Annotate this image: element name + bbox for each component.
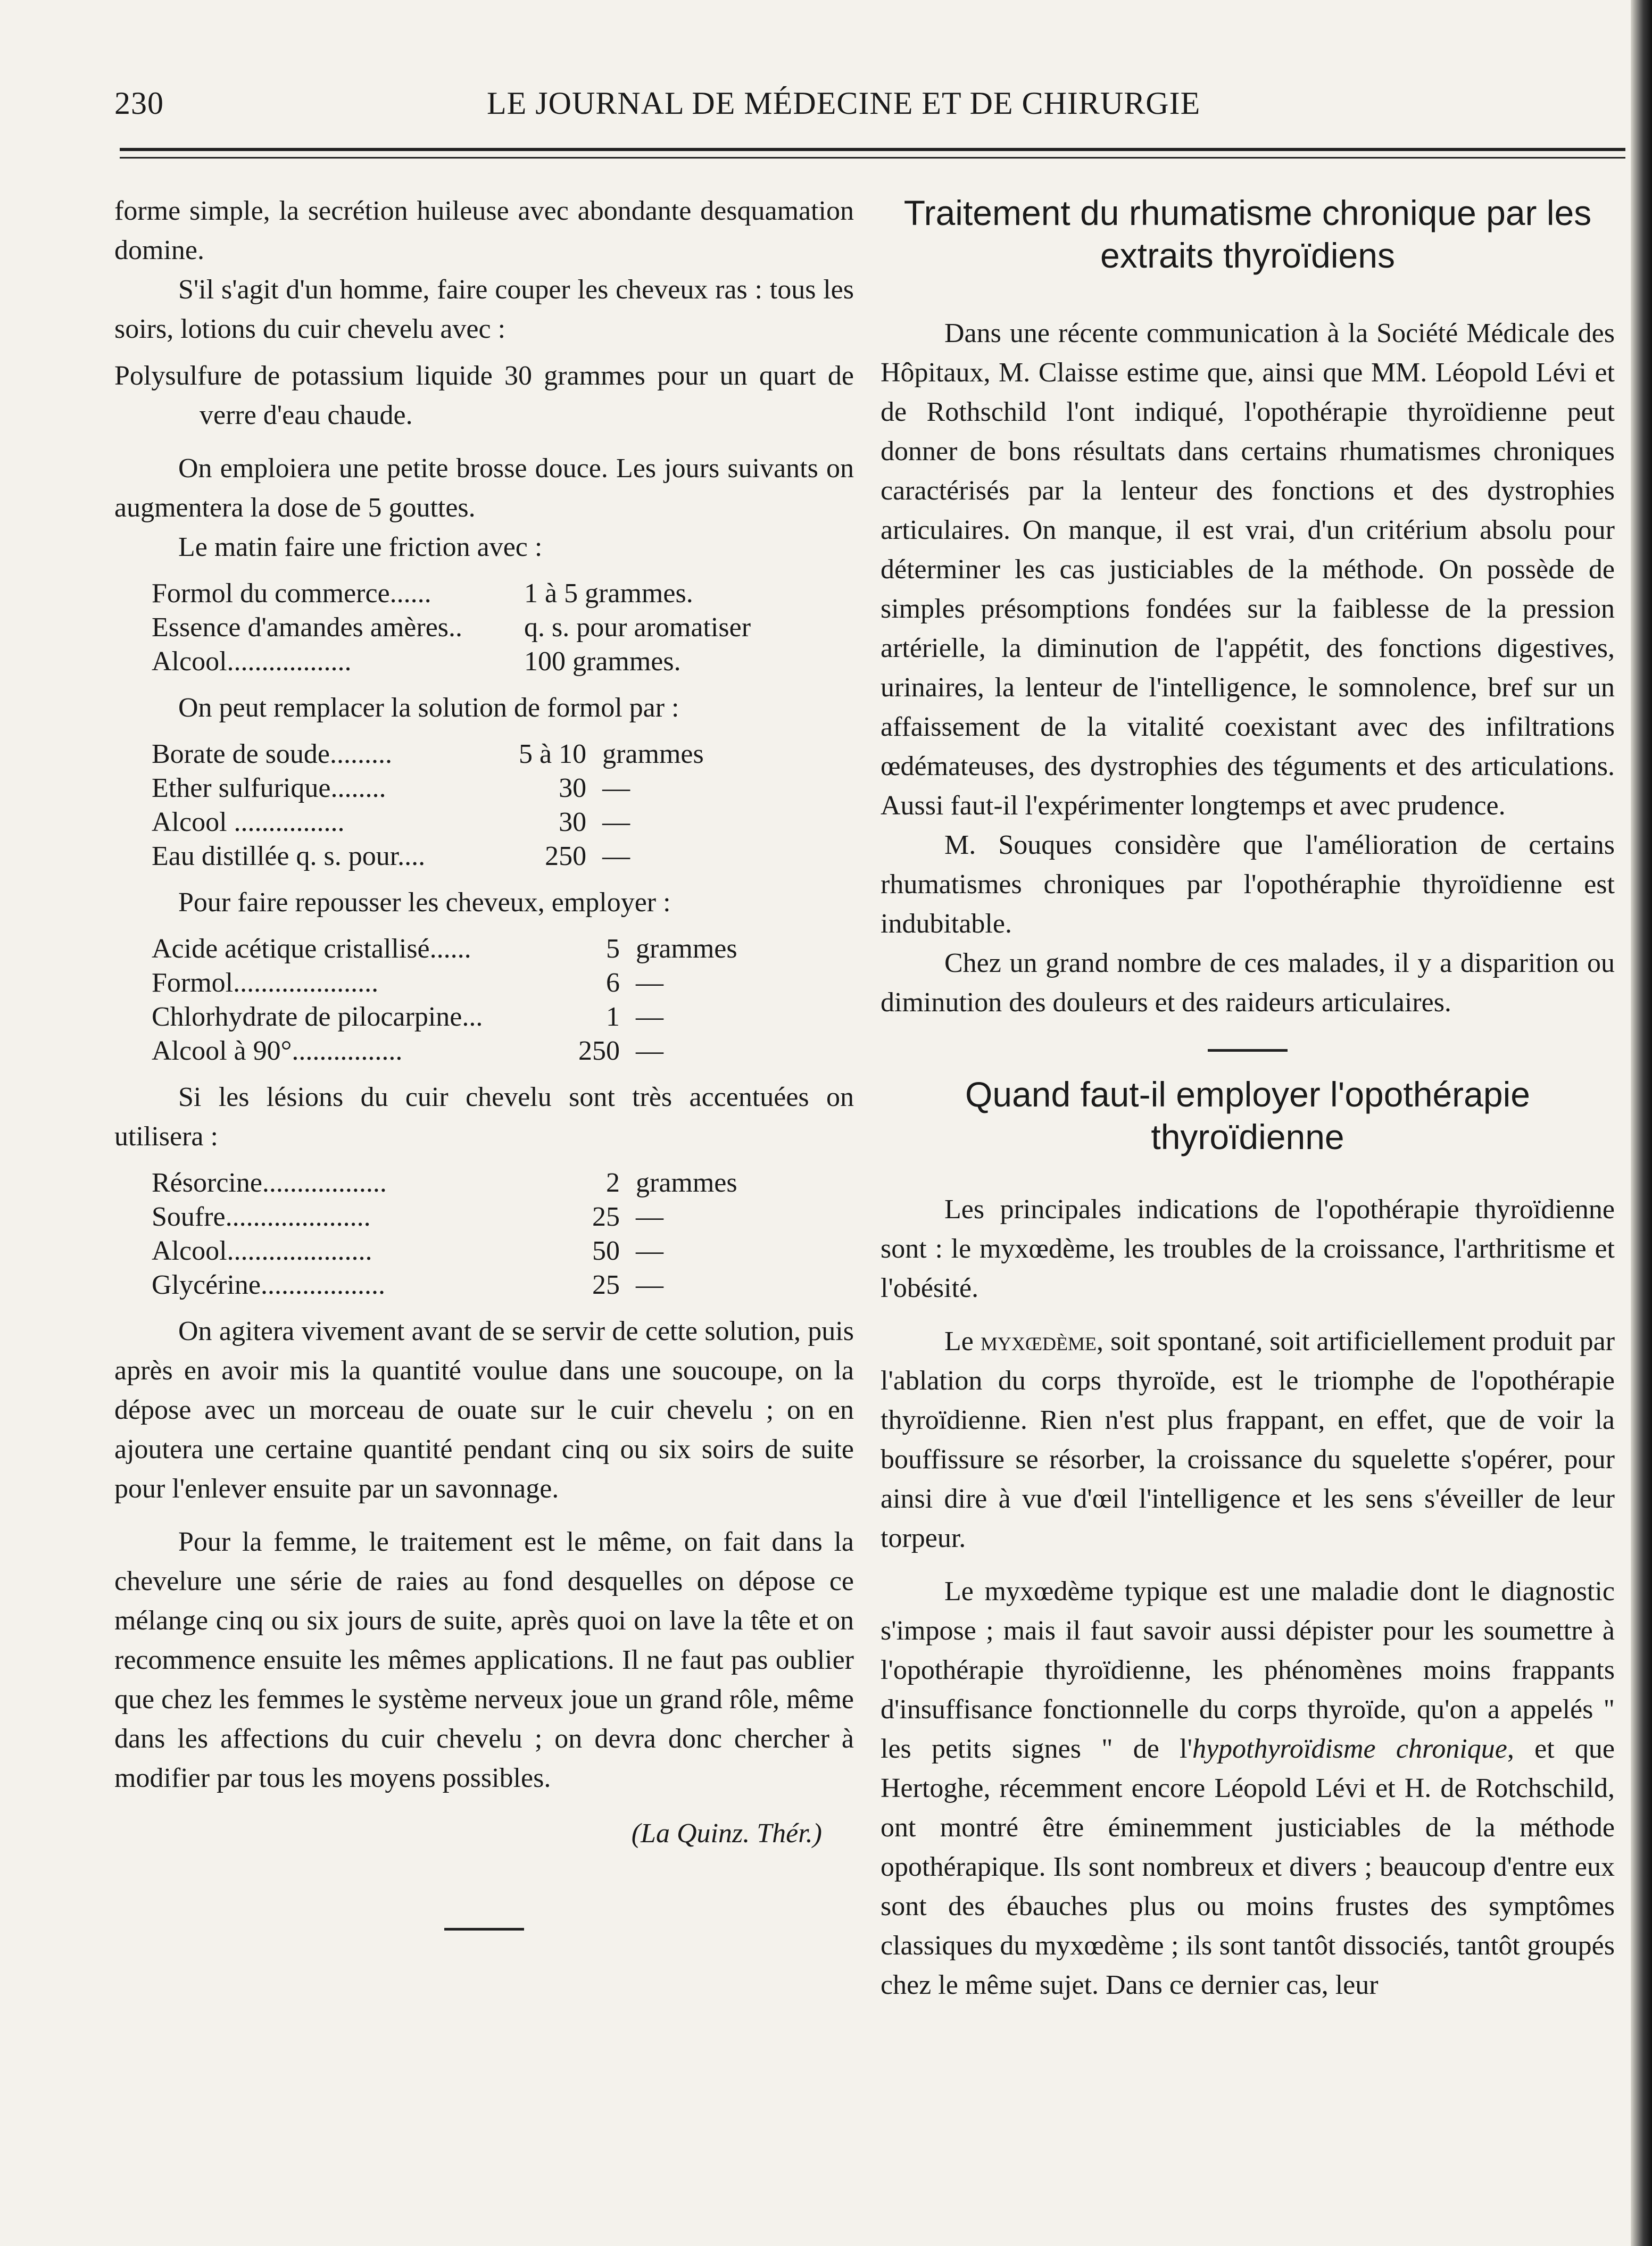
recipe-pilocarpine [152, 932, 795, 1068]
recipe-row: Formol du commerce...... 1 à 5 grammes. [152, 578, 693, 609]
paragraph: Le matin faire une friction avec : [178, 532, 543, 562]
recipe-resorcine [152, 1166, 795, 1302]
recipe-row: Formol..................... 6 — [152, 968, 663, 998]
italic-term: hypothyroïdisme chronique [1192, 1734, 1507, 1764]
section-separator [444, 1928, 524, 1931]
page-edge-shadow [1631, 0, 1652, 2246]
recipe-row: Alcool à 90°................ 250 — [152, 1036, 663, 1066]
paragraph: Polysulfure de potassium liquide 30 grammes pour un quart de verre d'eau chaude. [114, 361, 854, 430]
article-title-opotherapie: Quand faut-il employer l'opothérapie thyroïdienne [965, 1075, 1530, 1157]
recipe-row: Résorcine.................. 2 grammes [152, 1168, 737, 1198]
recipe-row: Eau distillée q. s. pour.... 250 — [152, 841, 630, 871]
source-citation: (La Quinz. Thér.) [631, 1818, 822, 1849]
paragraph: M. Souques considère que l'amélioration de certains rhumatismes chroniques par l'opothéraphie thyroïdienne est indubitable. [881, 830, 1615, 939]
paragraph: Dans une récente communication à la Société Médicale des Hôpitaux, M. Claisse estime que, ainsi que MM. Léopold Lévi et de Rothschild l'ont indiqué, l'opothérapie thyroïdienne peut donner de bons résultats dans certains rhumatismes chroniques caractérisés par la lenteur des fonctions et des dystrophies articulaires. On manque, il est vrai, d'un critérium absolu pour déterminer les cas justiciables de la méthode. On possède de simples présomptions fondées sur la faiblesse de la pression artérielle, la diminution de l'appétit, des fonctions digestives, urinaires, la lenteur de l'intelligence, le somnolence, bref sur un affaissement de la vitalité coexistant avec des infiltrations œdémateuses, des dystrophies des téguments et des articulations. Aussi faut-il l'expérimenter longtemps et avec prudence. [881, 318, 1615, 821]
small-caps-term: myxœdème [980, 1326, 1097, 1357]
recipe-row: Essence d'amandes amères.. q. s. pour aromatiser [152, 612, 751, 643]
paragraph: Pour la femme, le traitement est le même, on fait dans la chevelure une série de raies au fond desquelles on dépose ce mélange cinq ou six jours de suite, après quoi on lave la tête et on recommence ensuite les mêmes applications. Il ne faut pas oublier que chez les femmes le système nerveux joue un grand rôle, même dans les affections du cuir chevelu ; on devra donc chercher à modifier par tous les moyens possibles. [114, 1527, 854, 1793]
left-column [114, 192, 854, 1931]
paragraph: Pour faire repousser les cheveux, employer : [178, 887, 671, 918]
recipe-row: Soufre..................... 25 — [152, 1202, 663, 1232]
paragraph: Les principales indications de l'opothérapie thyroïdienne sont : le myxœdème, les troubles de la croissance, l'arthritisme et l'obésité. [881, 1194, 1615, 1303]
right-column [881, 192, 1615, 2005]
recipe-row: Acide acétique cristallisé...... 5 grammes [152, 934, 737, 964]
paragraph: Le myxœdème typique est une maladie dont le diagnostic s'impose ; mais il faut savoir aussi dépister pour les soumettre à l'opothérapie thyroïdienne, les phénomènes moins frappants d'insuffisance fonctionnelle du corps thyroïde, qu'on a appelés " les petits signes " de l'hypothyroïdisme chronique, et que Hertoghe, récemment encore Léopold Lévi et H. de Rotchschild, ont montré être éminemment justiciables de la méthode opothérapique. Ils sont nombreux et divers ; beaucoup d'entre eux sont des ébauches plus ou moins frustes des symptômes classiques du myxœdème ; ils sont tantôt dissociés, tantôt groupés chez le même sujet. Dans ce dernier cas, leur [881, 1576, 1615, 2000]
page-header [114, 85, 1609, 133]
paragraph: forme simple, la secrétion huileuse avec abondante desquamation domine. [114, 196, 854, 265]
recipe-row: Alcool ................ 30 — [152, 807, 630, 837]
page-number: 230 [114, 86, 164, 121]
paragraph: Le myxœdème, soit spontané, soit artificiellement produit par l'ablation du corps thyroïde, est le triomphe de l'opothérapie thyroïdienne. Rien n'est plus frappant, en effet, que de voir la bouffissure se résorber, la croissance du squelette s'opérer, pour ainsi dire à vue d'œil l'intelligence et les sens s'éveiller de leur torpeur. [881, 1326, 1615, 1553]
recipe-borate [152, 737, 762, 874]
recipe-row: Alcool.................. 100 grammes. [152, 646, 681, 677]
recipe-row: Borate de soude......... 5 à 10 grammes [152, 739, 704, 769]
paragraph: On emploiera une petite brosse douce. Les jours suivants on augmentera la dose de 5 gouttes. [114, 453, 854, 523]
paragraph: On peut remplacer la solution de formol par : [178, 693, 679, 723]
recipe-row: Alcool..................... 50 — [152, 1236, 663, 1266]
header-rule-thin [120, 157, 1625, 159]
paragraph: S'il s'agit d'un homme, faire couper les cheveux ras : tous les soirs, lotions du cuir chevelu avec : [114, 274, 854, 344]
section-separator [1208, 1049, 1288, 1052]
paragraph: Chez un grand nombre de ces malades, il y a disparition ou diminution des douleurs et des raideurs articulaires. [881, 948, 1615, 1018]
recipe-formol [152, 577, 751, 679]
paragraph: Si les lésions du cuir chevelu sont très accentuées on utilisera : [114, 1082, 854, 1152]
article-title-rhumatisme: Traitement du rhumatisme chronique par les extraits thyroïdiens [903, 193, 1592, 275]
header-rule-thick [120, 148, 1625, 151]
running-title: LE JOURNAL DE MÉDECINE ET DE CHIRURGIE [487, 86, 1201, 121]
paragraph: On agitera vivement avant de se servir de cette solution, puis après en avoir mis la quantité voulue dans une soucoupe, on la dépose avec un morceau de ouate sur le cuir chevelu ; on en ajoutera une certaine quantité pendant cinq ou six soirs de suite pour l'enlever ensuite par un savonnage. [114, 1316, 854, 1504]
recipe-row: Glycérine.................. 25 — [152, 1270, 663, 1300]
recipe-row: Chlorhydrate de pilocarpine... 1 — [152, 1002, 663, 1032]
recipe-row: Ether sulfurique........ 30 — [152, 773, 630, 803]
